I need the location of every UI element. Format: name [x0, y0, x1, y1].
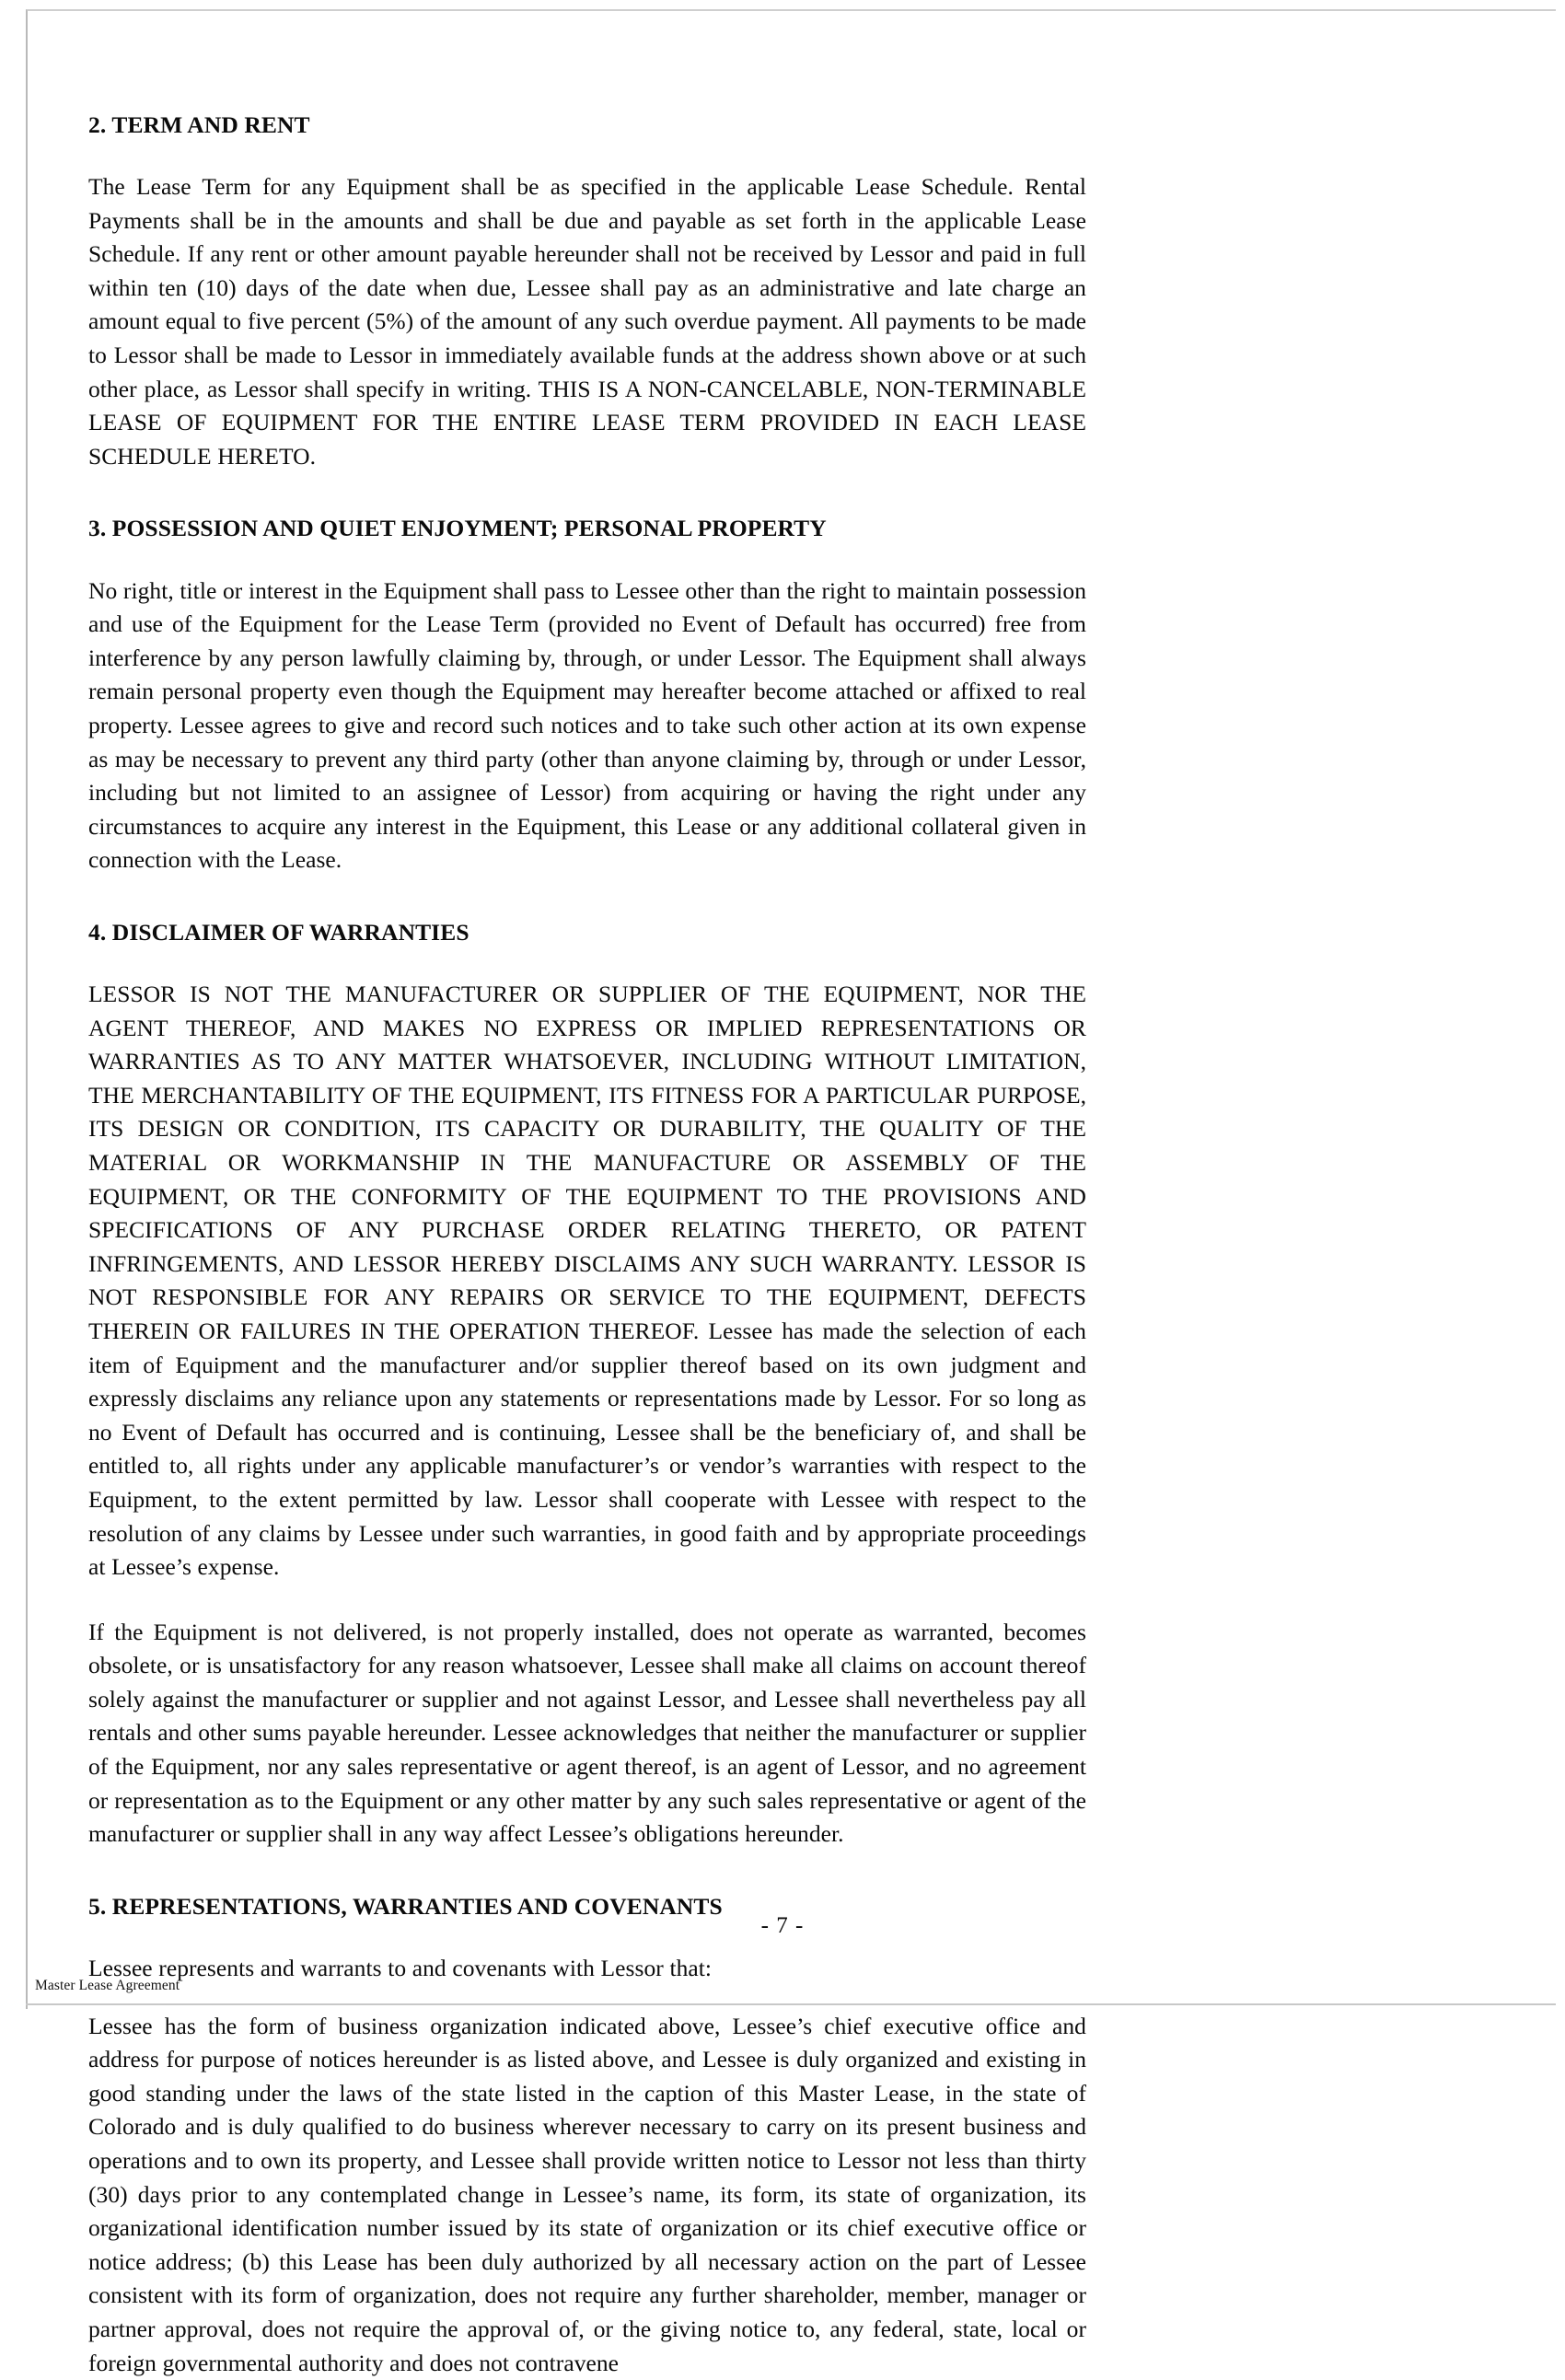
section-5-intro-line: Lessee represents and warrants to and covenants with Lessor that: [88, 1954, 713, 1981]
section-4-paragraph-1: LESSOR IS NOT THE MANUFACTURER OR SUPPLIER OF THE EQUIPMENT, NOR THE AGENT THEREOF, AND MAKES NO EXPRESS OR IMPLIED REPRESENTATIONS OR WARRANTIES AS TO ANY MATTER WHATSOEVER, INCLUDING WITHOUT LIMITATION, THE MERCHANTABILITY OF THE EQUIPMENT, ITS FITNESS FOR A PARTICULAR PURPOSE, ITS DESIGN OR CONDITION, ITS CAPACITY OR DURABILITY, THE QUALITY OF THE MATERIAL OR WORKMANSHIP IN THE MANUFACTURE OR ASSEMBLY OF THE EQUIPMENT, OR THE CONFORMITY OF THE EQUIPMENT TO THE PROVISIONS AND SPECIFICATIONS OF ANY PURCHASE ORDER RELATING THERETO, OR PATENT INFRINGEMENTS, AND LESSOR HEREBY DISCLAIMS ANY SUCH WARRANTY. LESSOR IS NOT RESPONSIBLE FOR ANY REPAIRS OR SERVICE TO THE EQUIPMENT, DEFECTS THEREIN OR FAILURES IN THE OPERATION THEREOF. Lessee has made the selection of each item of Equipment and the manufacturer and/or supplier thereof based on its own judgment and expressly disclaims any reliance upon any statements or representations made by Lessor. For so long as no Event of Default has occurred and is continuing, Lessee shall be the beneficiary of, and shall be entitled to, all rights under any applicable manufacturer’s or vendor’s warranties with respect to the Equipment, to the extent permitted by law. Lessor shall cooperate with Lessee with respect to the resolution of any claims by Lessee under such warranties, in good faith and by appropriate proceedings at Lessee’s expense. [88, 981, 1086, 1581]
section-2-paragraph-1: The Lease Term for any Equipment shall be as specified in the applicable Lease Schedule. Rental Payments shall be in the amounts and shall be due and payable as set forth in the applicable Lease Schedule. If any rent or other amount payable hereunder shall not be received by Lessor and paid in full within ten (10) days of the date when due, Lessee shall pay as an administrative and late charge an amount equal to five percent (5%) of the amount of any such overdue payment. All payments to be made to Lessor shall be made to Lessor in immediately available funds at the address shown above or at such other place, as Lessor shall specify in writing. THIS IS A NON-CANCELABLE, NON-TERMINABLE LEASE OF EQUIPMENT FOR THE ENTIRE LEASE TERM PROVIDED IN EACH LEASE SCHEDULE HERETO. [88, 173, 1086, 470]
section-term-and-rent [88, 110, 1086, 473]
section-possession-and-quiet-enjoyment [88, 514, 1086, 877]
section-heading-2: 2. TERM AND RENT [88, 111, 310, 138]
document-body [88, 110, 1086, 2380]
section-heading-5: 5. REPRESENTATIONS, WARRANTIES AND COVENANTS [88, 1892, 723, 1920]
section-heading-4: 4. DISCLAIMER OF WARRANTIES [88, 918, 470, 946]
section-heading-3: 3. POSSESSION AND QUIET ENJOYMENT; PERSONAL PROPERTY [88, 515, 827, 542]
section-representations-warranties-and-covenants [88, 1892, 1086, 2380]
section-5-paragraph-1: Lessee has the form of business organization indicated above, Lessee’s chief executive office and address for purpose of notices hereunder is as listed above, and Lessee is duly organized and existing in good standing under the laws of the state listed in the caption of this Master Lease, in the state of Colorado and is duly qualified to do business wherever necessary to carry on its present business and operations and to own its property, and Lessee shall provide written notice to Lessor not less than thirty (30) days prior to any contemplated change in Lessee’s name, its form, its state of organization, its organizational identification number issued by its state of organization or its chief executive office or notice address; (b) this Lease has been duly authorized by all necessary action on the part of Lessee consistent with its form of organization, does not require any further shareholder, member, manager or partner approval, does not require the approval of, or the giving notice to, any federal, state, local or foreign governmental authority and does not contravene [88, 2012, 1086, 2376]
document-footer-label: Master Lease Agreement [35, 1978, 180, 1993]
section-3-paragraph-1: No right, title or interest in the Equipment shall pass to Lessee other than the right to maintain possession and use of the Equipment for the Lease Term (provided no Event of Default has occurred) free from interference by any person lawfully claiming by, through, or under Lessor. The Equipment shall always remain personal property even though the Equipment may hereafter become attached or affixed to real property. Lessee agrees to give and record such notices and to take such other action at its own expense as may be necessary to prevent any third party (other than anyone claiming by, through or under Lessor, including but not limited to an assignee of Lessor) from acquiring or having the right under any circumstances to acquire any interest in the Equipment, this Lease or any additional collateral given in connection with the Lease. [88, 576, 1086, 874]
page-number: - 7 - [760, 1913, 805, 1938]
section-disclaimer-of-warranties [88, 918, 1086, 1852]
section-4-paragraph-2: If the Equipment is not delivered, is not properly installed, does not operate as warranted, becomes obsolete, or is unsatisfactory for any reason whatsoever, Lessee shall make all claims on account thereof solely against the manufacturer or supplier and not against Lessor, and Lessee shall nevertheless pay all rentals and other sums payable hereunder. Lessee acknowledges that neither the manufacturer or supplier of the Equipment, nor any sales representative or agent thereof, is an agent of Lessor, and no agreement or representation as to the Equipment or any other matter by any such sales representative or agent of the manufacturer or supplier shall in any way affect Lessee’s obligations hereunder. [88, 1618, 1086, 1848]
